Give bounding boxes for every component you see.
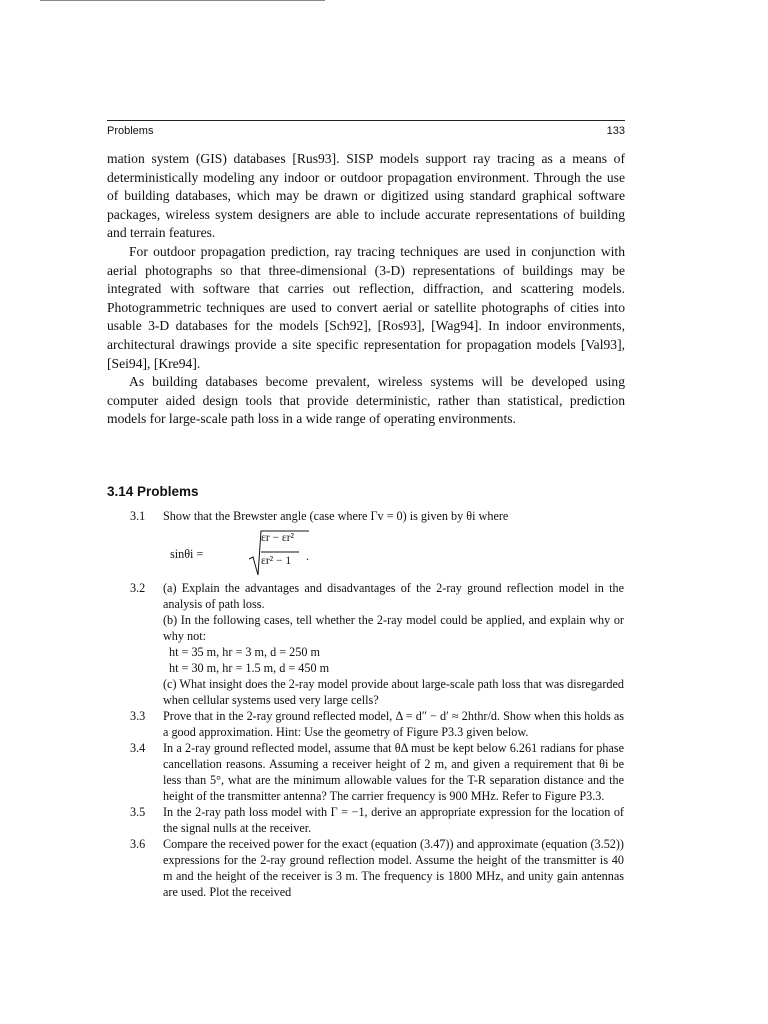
problem-number: 3.2 [130, 581, 146, 595]
brewster-formula [163, 526, 624, 580]
scan-edge-line [40, 0, 325, 1]
problem-text: In a 2-ray ground reflected model, assume that θΔ must be kept below 6.261 radians for phase cancellation reasons. Assuming a receiver height of 2 m, and given a requirement that θi be less than 5°, what are the minimum allowable values for the T-R separation distance and the height of the transmitter antenna? The carrier frequency is 900 MHz. Refer to Figure P3.3. [163, 741, 624, 803]
problem-text: In the 2-ray path loss model with Γ = −1, derive an appropriate expression for the location of the signal nulls at the receiver. [163, 805, 624, 835]
problem-part-b: (b) In the following cases, tell whether the 2-ray model could be applied, and explain why or why not: [163, 613, 624, 643]
paragraph-1: mation system (GIS) databases [Rus93]. SISP models support ray tracing as a means of deterministically modeling any indoor or outdoor propagation environment. Through the use of building databases, which may be drawn or digitized using standard graphical software packages, wireless system designers are able to include accurate representations of building and terrain features. [107, 151, 625, 241]
paragraph-3: As building databases become prevalent, wireless systems will be developed using computer aided design tools that provide deterministic, rather than statistical, prediction models for large-scale path loss in a wide range of operating environments. [107, 374, 625, 427]
paragraph-2: For outdoor propagation prediction, ray tracing techniques are used in conjunction with aerial photographs so that three-dimensional (3-D) representations of buildings may be integrated with software that carries out reflection, diffraction, and scattering models. Photogrammetric techniques are used to convert aerial or satellite photographs of cities into usable 3-D databases for the models [Sch92], [Ros93], [Wag94]. In indoor environments, architectural drawings provide a site specific representation for propagation models [Val93], [Sei94], [Kre94]. [107, 243, 625, 371]
problem-part-a: (a) Explain the advantages and disadvantages of the 2-ray ground reflection model in the analysis of path loss. [163, 581, 624, 611]
problem-part-c: (c) What insight does the 2-ray model provide about large-scale path loss that was disregarded when cellular systems used very large cells? [163, 677, 624, 707]
problem-number: 3.1 [130, 509, 146, 523]
problem-3-6 [130, 836, 624, 900]
section-heading: 3.14 Problems [107, 484, 199, 499]
formula-numerator: εr − εr² [261, 532, 295, 544]
running-head [107, 125, 625, 137]
case-2: ht = 30 m, hr = 1.5 m, d = 450 m [169, 661, 330, 675]
problem-3-4 [130, 740, 624, 804]
problem-number: 3.3 [130, 709, 146, 723]
page-number: 133 [606, 125, 625, 137]
problem-3-5 [130, 804, 624, 836]
formula-denominator: εr² − 1 [261, 555, 292, 567]
problem-number: 3.6 [130, 837, 146, 851]
problem-number: 3.5 [130, 805, 146, 819]
formula-lhs: sinθi = [170, 547, 204, 561]
formula-radical [249, 529, 299, 575]
problem-3-2 [130, 580, 624, 708]
case-1: ht = 35 m, hr = 3 m, d = 250 m [169, 645, 320, 659]
problem-text: Compare the received power for the exact (equation (3.47)) and approximate (equation (3.52)) expressions for the 2-ray ground reflection model. Assume the height of the transmitter is 40 m and the height of the receiver is 3 m. The frequency is 1800 MHz, and unity gain antennas are used. Plot the received [163, 837, 624, 899]
body-text [107, 150, 625, 429]
problem-text: Show that the Brewster angle (case where Γv = 0) is given by θi where [163, 509, 509, 523]
problem-3-3 [130, 708, 624, 740]
problem-text: Prove that in the 2-ray ground reflected model, Δ = d″ − d′ ≈ 2hthr/d. Show when this holds as a good approximation. Hint: Use the geometry of Figure P3.3 given below. [163, 709, 624, 739]
running-head-title: Problems [107, 125, 154, 137]
header-rule [107, 120, 625, 121]
problem-3-1 [130, 508, 624, 580]
problem-list [130, 508, 624, 900]
formula-period: . [306, 549, 310, 563]
problem-number: 3.4 [130, 741, 146, 755]
